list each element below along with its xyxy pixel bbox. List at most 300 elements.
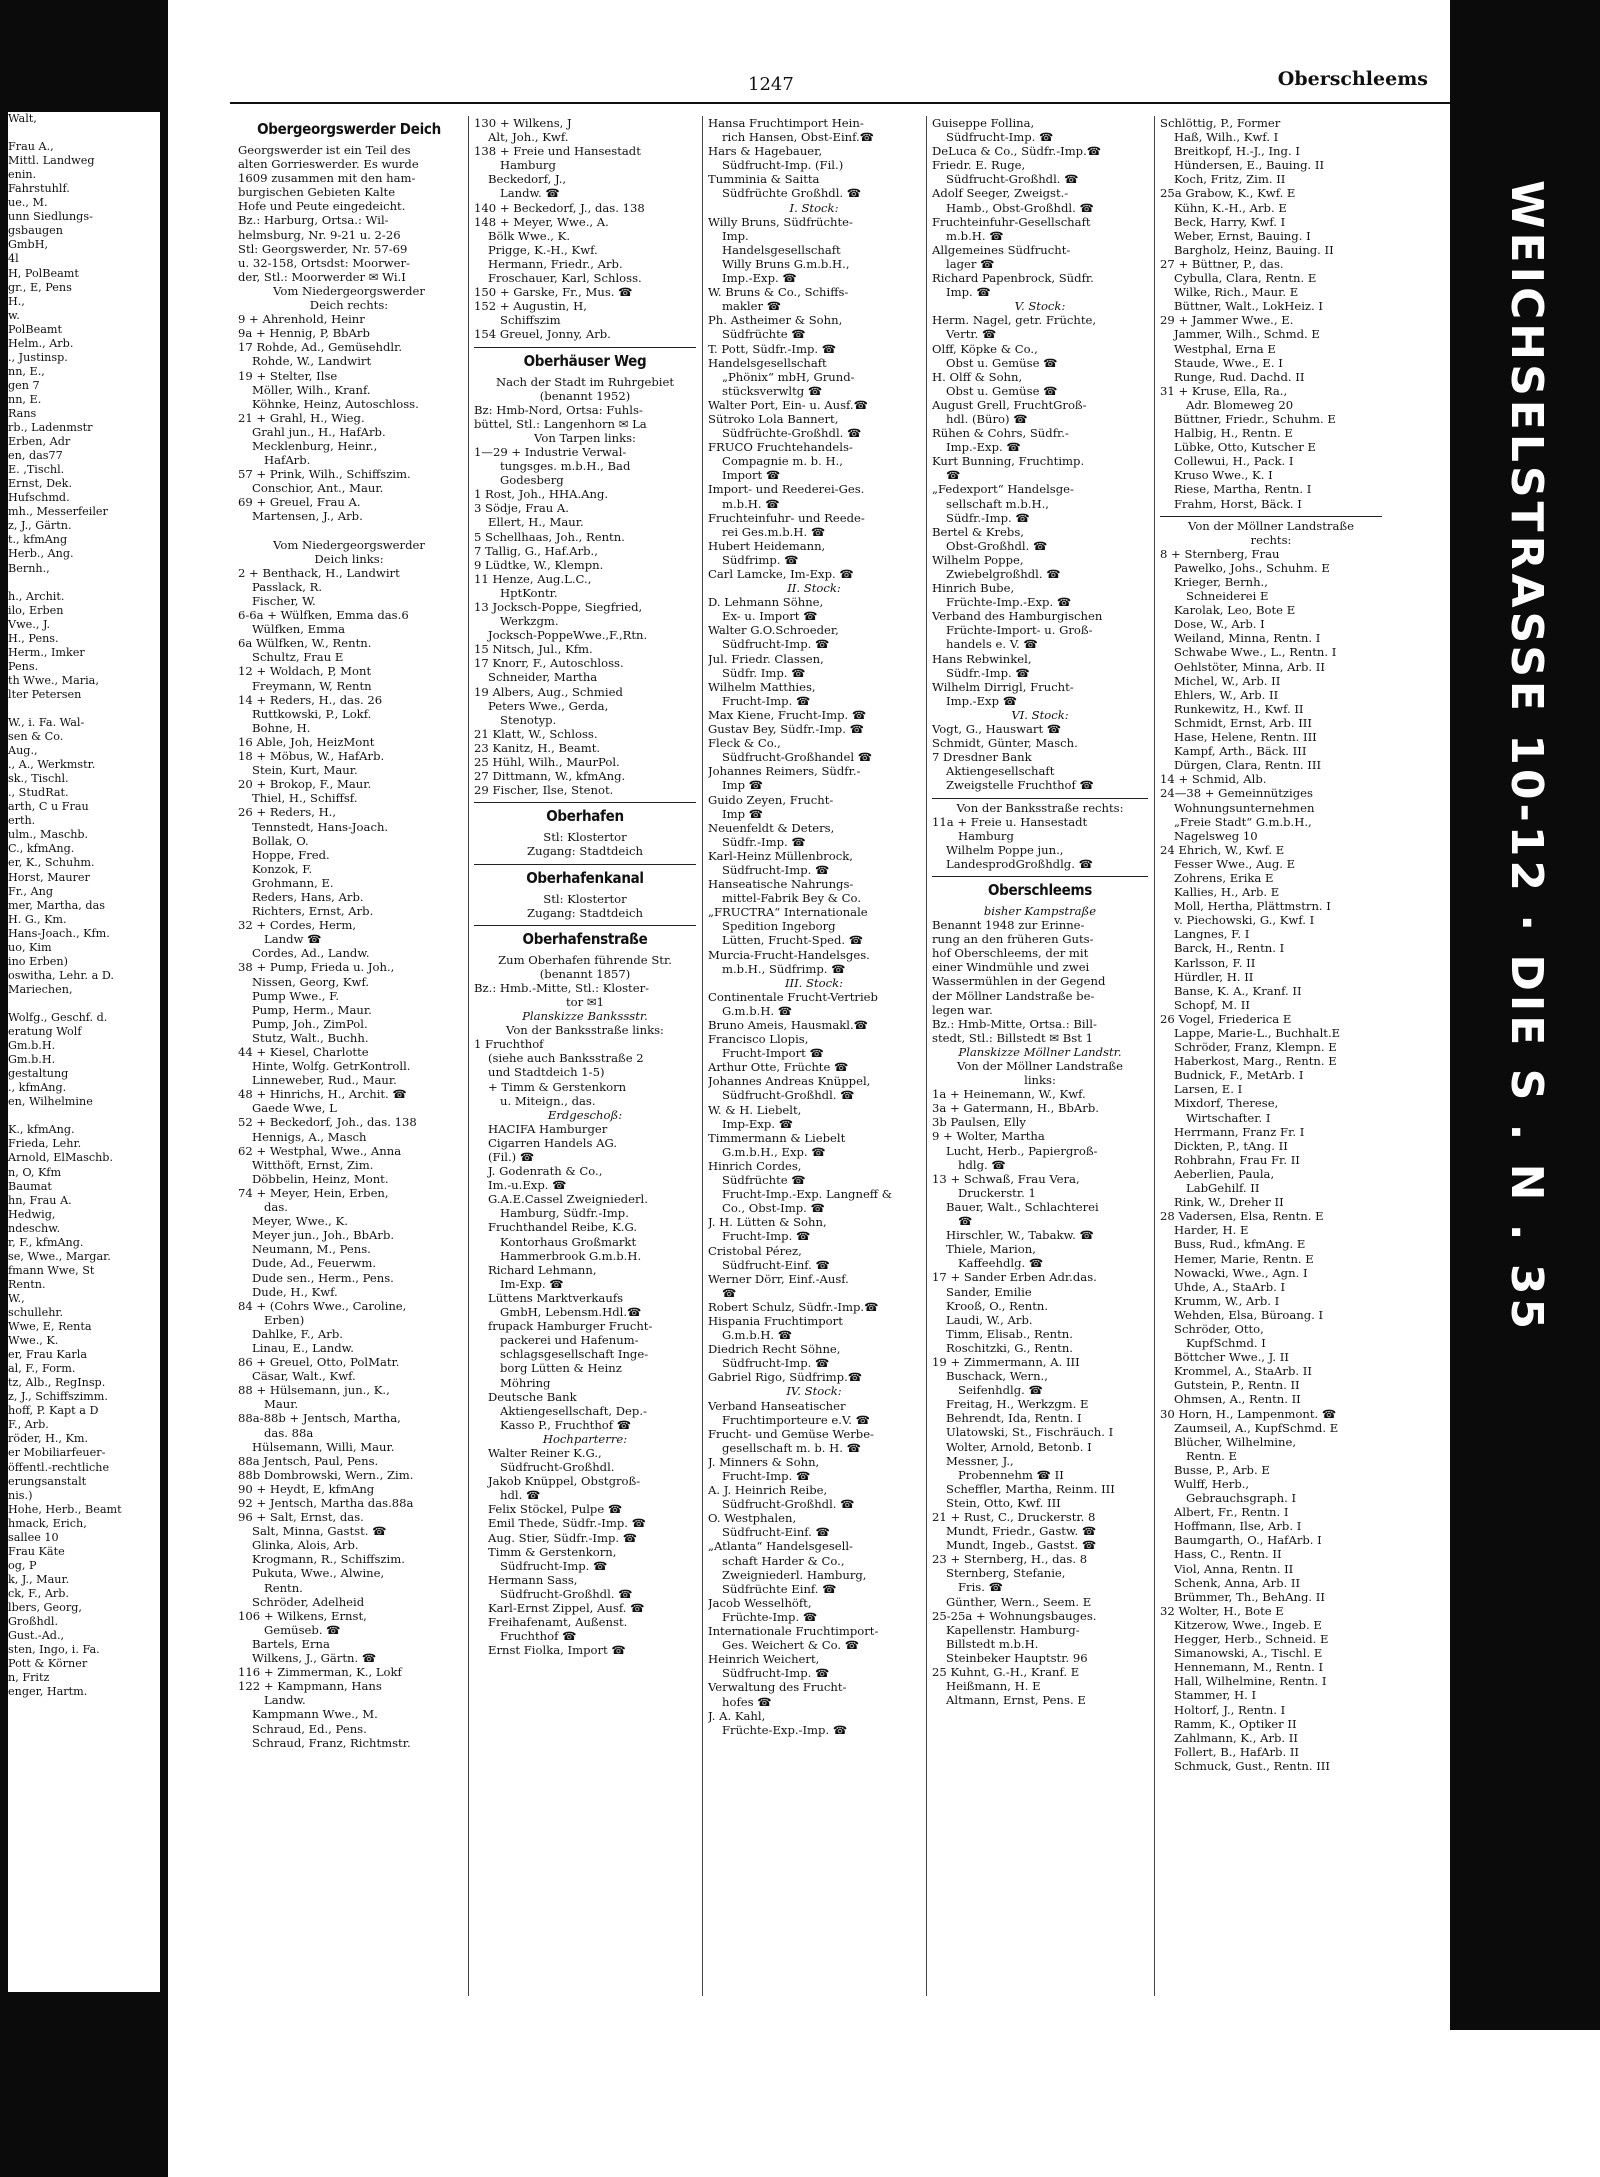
directory-entry: Mundt, Friedr., Gastw. ☎ xyxy=(946,1524,1097,1539)
directory-entry: Walter Port, Ein- u. Ausf.☎ xyxy=(708,397,869,412)
directory-entry: Adolf Seeger, Zweigst.- xyxy=(932,186,1069,201)
prev-page-line: E. ,Tischl. xyxy=(8,463,65,477)
directory-entry: Meyer, Wwe., K. xyxy=(252,1214,348,1229)
directory-entry: 3 Södje, Frau A. xyxy=(474,501,569,516)
directory-entry: Koch, Fritz, Zim. II xyxy=(1174,172,1286,187)
prev-page-line: Fahrstuhlf. xyxy=(8,182,70,196)
section-note: Von Tarpen links: xyxy=(534,430,636,445)
column-divider xyxy=(468,116,469,1996)
directory-entry: Hass, C., Rentn. II xyxy=(1174,1547,1282,1562)
directory-entry: 19 + Stelter, Ilse xyxy=(238,368,338,383)
prev-page-line: ue., M. xyxy=(8,196,48,210)
prev-page-line: Gm.b.H. xyxy=(8,1053,56,1067)
directory-entry: Continentale Frucht-Vertrieb xyxy=(708,989,878,1004)
directory-entry: burgischen Gebieten Kalte xyxy=(238,185,396,200)
directory-entry: Aktiengesellschaft, Dep.- xyxy=(500,1403,647,1418)
directory-entry: Peters Wwe., Gerda, xyxy=(488,698,609,713)
street-heading: Oberhäuser Weg xyxy=(523,351,647,370)
directory-entry: Hall, Wilhelmine, Rentn. I xyxy=(1174,1674,1327,1689)
directory-entry: (Fil.) ☎ xyxy=(488,1150,535,1164)
directory-entry: LandesprodGroßhdlg. ☎ xyxy=(946,856,1094,871)
directory-entry: Thiele, Marion, xyxy=(946,1242,1036,1257)
prev-page-line: H, PolBeamt xyxy=(8,266,79,280)
directory-entry: 3b Paulsen, Elly xyxy=(932,1115,1026,1130)
directory-entry: Kampf, Arth., Bäck. III xyxy=(1174,744,1307,759)
directory-entry: 27 Dittmann, W., kfmAng. xyxy=(474,769,626,784)
prev-page-line: ndeschw. xyxy=(8,1221,61,1235)
header-rule xyxy=(230,102,1450,104)
directory-entry: Hoppe, Fred. xyxy=(252,847,330,862)
directory-entry: Kitzerow, Wwe., Ingeb. E xyxy=(1174,1617,1322,1632)
directory-entry: Johannes Reimers, Südfr.- xyxy=(708,764,861,779)
directory-entry: 11a + Freie u. Hansestadt xyxy=(932,814,1088,829)
directory-entry: Südfr. Imp. ☎ xyxy=(722,665,806,680)
directory-entry: 88a-88b + Jentsch, Martha, xyxy=(238,1411,401,1426)
directory-entry: Haß, Wilh., Kwf. I xyxy=(1174,130,1279,145)
directory-entry: hdlg. ☎ xyxy=(958,1157,1006,1172)
prev-page-line: ., kfmAng. xyxy=(8,1081,67,1095)
directory-entry: helmsburg, Nr. 9-21 u. 2-26 xyxy=(238,227,401,242)
directory-entry: Schiffszim xyxy=(500,313,561,328)
directory-entry: Nissen, Georg, Kwf. xyxy=(252,974,370,989)
directory-entry: Pump, Herm., Maur. xyxy=(252,1002,372,1017)
directory-entry: rung an den früheren Guts- xyxy=(932,932,1094,947)
directory-entry: Compagnie m. b. H., xyxy=(722,454,843,469)
directory-entry: 2 + Benthack, H., Landwirt xyxy=(238,565,400,580)
directory-entry: 25-25a + Wohnungsbauges. xyxy=(932,1608,1097,1623)
directory-entry: Steinbeker Hauptstr. 96 xyxy=(946,1650,1088,1665)
scan-border-bottom xyxy=(0,2030,1600,2177)
directory-entry: Martensen, J., Arb. xyxy=(252,509,363,524)
prev-page-line: erungsanstalt xyxy=(8,1474,87,1488)
directory-entry: Guiseppe Follina, xyxy=(932,116,1035,130)
directory-entry: der Möllner Landstraße be- xyxy=(932,988,1095,1003)
directory-entry: lager ☎ xyxy=(946,256,995,271)
directory-entry: Cäsar, Walt., Kwf. xyxy=(252,1369,356,1384)
directory-entry: der, Stl.: Moorwerder ✉ Wi.I xyxy=(238,269,406,284)
directory-entry: 17 Rohde, Ad., Gemüsehdlr. xyxy=(238,340,403,355)
directory-entry: Tumminia & Saitta xyxy=(708,172,820,187)
directory-entry: Möhring xyxy=(500,1375,551,1390)
directory-entry: Südfr.-Imp. ☎ xyxy=(946,510,1030,525)
directory-entry: 69 + Greuel, Frau A. xyxy=(238,495,361,510)
directory-entry: Moll, Hertha, Plättmstrn. I xyxy=(1174,899,1331,914)
directory-entry: Lucht, Herb., Papiergroß- xyxy=(946,1143,1098,1158)
directory-entry: Freymann, W, Rentn xyxy=(252,678,372,693)
directory-entry: Dickten, P., tAng. II xyxy=(1174,1138,1288,1153)
directory-entry: Import ☎ xyxy=(722,468,781,483)
directory-entry: Frucht-Imp. ☎ xyxy=(722,1469,811,1483)
directory-entry: 88a Jentsch, Paul, Pens. xyxy=(238,1453,379,1468)
directory-entry: Dürgen, Clara, Rentn. III xyxy=(1174,758,1322,773)
directory-entry: Pukuta, Wwe., Alwine, xyxy=(252,1566,385,1581)
directory-entry: Tennstedt, Hans-Joach. xyxy=(252,819,389,834)
directory-entry: Günther, Wern., Seem. E xyxy=(946,1594,1092,1609)
prev-page-line: H. G., Km. xyxy=(8,912,67,926)
scan-corner xyxy=(0,2030,168,2177)
prev-page-line: uo, Kim xyxy=(8,940,52,954)
directory-entry: Karl-Ernst Zippel, Ausf. ☎ xyxy=(488,1601,645,1615)
prev-page-line: w. xyxy=(8,308,20,322)
directory-entry: Schneiderei E xyxy=(1186,589,1269,604)
prev-page-line: ., StudRat. xyxy=(8,786,69,800)
street-heading: Oberhafen xyxy=(546,807,624,826)
directory-entry: 26 + Reders, H., xyxy=(238,805,337,820)
directory-entry: Bz.: Harburg, Ortsa.: Wil- xyxy=(238,213,389,228)
directory-entry: u. 32-158, Ortsdst: Moorwer- xyxy=(238,255,410,270)
directory-entry: 84 + (Cohrs Wwe., Caroline, xyxy=(238,1298,407,1313)
directory-entry: Timm, Elisab., Rentn. xyxy=(946,1326,1073,1341)
directory-entry: 148 + Meyer, Wwe., A. xyxy=(474,214,609,229)
directory-entry: Imp.-Exp. ☎ xyxy=(722,271,797,286)
prev-page-line: er, K., Schuhm. xyxy=(8,856,95,870)
section-note: VI. Stock: xyxy=(1011,707,1069,722)
prev-page-line: hoff, P. Kapt a D xyxy=(8,1404,99,1418)
prev-page-line: Herb., Ang. xyxy=(8,547,74,561)
prev-page-line: Vwe., J. xyxy=(8,617,51,631)
prev-page-line: ino Erben) xyxy=(8,954,68,968)
directory-entry: Messner, J., xyxy=(946,1453,1014,1468)
prev-page-line: W., i. Fa. Wal- xyxy=(8,716,85,730)
directory-entry: Hinrich Cordes, xyxy=(708,1158,802,1173)
directory-entry: Oehlstöter, Minna, Arb. II xyxy=(1174,659,1325,674)
directory-entry: 57 + Prink, Wilh., Schiffszim. xyxy=(238,467,411,482)
directory-entry: Alt, Joh., Kwf. xyxy=(488,130,569,145)
directory-entry: 44 + Kiesel, Charlotte xyxy=(238,1045,369,1059)
directory-entry: Willy Bruns, Südfrüchte- xyxy=(708,214,853,229)
column-divider xyxy=(926,116,927,1996)
directory-entry: 25 Hühl, Wilh., MaurPol. xyxy=(474,755,620,770)
directory-entry: Schopf, M. II xyxy=(1174,997,1250,1012)
directory-entry: Imp ☎ xyxy=(722,806,764,821)
directory-entry: G.m.b.H., Exp. ☎ xyxy=(722,1144,826,1159)
directory-entry: Allgemeines Südfrucht- xyxy=(932,242,1071,257)
directory-entry: Fruchthof ☎ xyxy=(500,1629,577,1644)
directory-entry: Dude sen., Herm., Pens. xyxy=(252,1270,394,1285)
section-note: Deich links: xyxy=(314,551,384,566)
directory-entry: W. Bruns & Co., Schiffs- xyxy=(708,285,849,300)
directory-entry: H. Olff & Sohn, xyxy=(932,369,1023,384)
directory-entry: Linau, E., Landw. xyxy=(252,1340,354,1355)
directory-entry: 90 + Heydt, E, kfmAng xyxy=(238,1481,375,1496)
prev-page-line: ck, F., Arb. xyxy=(8,1586,69,1600)
directory-entry: Hofe und Peute eingedeicht. xyxy=(238,199,406,214)
prev-page-line: nn, E., xyxy=(8,364,45,378)
directory-entry: Wirtschafter. I xyxy=(1186,1110,1271,1125)
directory-entry: Hanseatische Nahrungs- xyxy=(708,877,854,892)
section-note: Stl: Klostertor xyxy=(543,830,627,845)
section-note: I. Stock: xyxy=(789,200,839,215)
section-rule xyxy=(474,347,696,348)
directory-entry: Behrendt, Ida, Rentn. I xyxy=(946,1411,1082,1426)
directory-entry: Gaede Wwe, L xyxy=(252,1101,337,1116)
directory-entry: G.m.b.H. ☎ xyxy=(722,1328,793,1343)
directory-entry: Carl Lamcke, Im-Exp. ☎ xyxy=(708,567,854,581)
prev-page-line: en, das77 xyxy=(8,449,63,463)
directory-entry: Südfrucht-Großhdl. xyxy=(500,1460,615,1475)
directory-entry: Fischer, W. xyxy=(252,594,316,608)
prev-page-line: z, J., Schiffszimm. xyxy=(8,1390,108,1404)
directory-entry: Gabriel Rigo, Südfrimp.☎ xyxy=(708,1370,863,1385)
directory-entry: Kurt Bunning, Fruchtimp. xyxy=(932,454,1085,469)
directory-entry: Bollak, O. xyxy=(252,833,309,848)
directory-entry: makler ☎ xyxy=(722,299,782,314)
section-rule xyxy=(932,798,1148,799)
directory-entry: Heinrich Weichert, xyxy=(708,1652,820,1667)
directory-entry: Rohbrahn, Frau Fr. II xyxy=(1174,1152,1300,1167)
directory-entry: Adr. Blomeweg 20 xyxy=(1186,397,1294,412)
directory-entry: Jul. Friedr. Classen, xyxy=(708,651,824,666)
directory-entry: Budnick, F., MetArb. I xyxy=(1174,1068,1304,1083)
directory-entry: Breitkopf, H.-J., Ing. I xyxy=(1174,144,1300,159)
directory-entry: Wilhelm Poppe, xyxy=(932,552,1024,567)
directory-entry: Guido Zeyen, Frucht- xyxy=(708,792,834,807)
prev-page-line: Bernh., xyxy=(8,561,50,575)
prev-page-line: en, Wilhelmine xyxy=(8,1095,93,1109)
directory-entry: tungsges. m.b.H., Bad xyxy=(500,459,631,474)
directory-entry: Kasso P., Fruchthof ☎ xyxy=(500,1417,632,1432)
prev-page-line xyxy=(8,1109,160,1123)
directory-entry: Gemüseb. ☎ xyxy=(264,1622,341,1637)
directory-entry: Rohde, W., Landwirt xyxy=(252,354,372,369)
directory-entry: schaft Harder & Co., xyxy=(722,1553,845,1568)
directory-entry: Rentn. E xyxy=(1186,1448,1238,1463)
prev-page-line: ., A., Werkmstr. xyxy=(8,758,96,772)
directory-entry: Murcia-Frucht-Handelsges. xyxy=(708,947,870,962)
prev-page-line: Wwe, E, Renta xyxy=(8,1320,92,1334)
directory-entry: Im.-u.Exp. ☎ xyxy=(488,1178,567,1193)
directory-entry: Frucht-Import ☎ xyxy=(722,1046,824,1061)
directory-entry: Hans Rebwinkel, xyxy=(932,651,1032,666)
directory-entry: Hansa Fruchtimport Hein- xyxy=(708,116,864,130)
directory-entry: borg Lütten & Heinz xyxy=(500,1361,622,1376)
directory-entry: Im-Exp. ☎ xyxy=(500,1276,564,1291)
directory-entry: Südfrucht-Einf. ☎ xyxy=(722,1257,830,1272)
directory-entry: Hamburg, Südfr.-Imp. xyxy=(500,1206,629,1221)
section-note: Nach der Stadt im Ruhrgebiet xyxy=(495,374,675,389)
directory-entry: Wilhelm Matthies, xyxy=(708,679,816,694)
prev-page-line: gen 7 xyxy=(8,378,40,392)
directory-entry: 140 + Beckedorf, J., das. 138 xyxy=(474,200,645,215)
directory-entry: Südfrucht-Imp. ☎ xyxy=(722,637,830,652)
prev-page-line: H., Pens. xyxy=(8,631,59,645)
directory-entry: Roschitzki, G., Rentn. xyxy=(946,1340,1073,1355)
directory-entry: 9 + Wolter, Martha xyxy=(932,1129,1045,1144)
directory-entry: Buss, Rud., kfmAng. E xyxy=(1174,1237,1306,1252)
directory-entry: Mundt, Ingeb., Gastst. ☎ xyxy=(946,1538,1097,1553)
prev-page-line: n, Fritz xyxy=(8,1671,50,1685)
directory-entry: (siehe auch Banksstraße 2 xyxy=(488,1051,644,1066)
prev-page-line: Frau A., xyxy=(8,140,54,154)
directory-entry: 16 Able, Joh, HeizMont xyxy=(238,734,375,749)
directory-entry: mittel-Fabrik Bey & Co. xyxy=(722,891,862,906)
directory-entry: gesellschaft m. b. H. ☎ xyxy=(722,1440,862,1455)
directory-entry: HACIFA Hamburger xyxy=(488,1121,608,1136)
directory-entry: Schmidt, Ernst, Arb. III xyxy=(1174,715,1312,730)
directory-entry: Wilke, Rich., Maur. E xyxy=(1174,285,1299,300)
directory-entry: Hündersen, E., Bauing. II xyxy=(1174,158,1325,173)
directory-entry: Glinka, Alois, Arb. xyxy=(252,1538,359,1553)
directory-entry: W. & H. Liebelt, xyxy=(708,1102,802,1117)
directory-entry: Arthur Otte, Früchte ☎ xyxy=(708,1060,849,1075)
section-rule xyxy=(474,802,696,803)
directory-entry: Probennehm ☎ II xyxy=(958,1467,1064,1482)
directory-entry: handels e. V. ☎ xyxy=(946,637,1038,652)
street-heading: Oberschleems xyxy=(987,880,1092,899)
directory-entry: Ruttkowski, P., Lokf. xyxy=(252,706,372,721)
prev-page-line: GmbH, xyxy=(8,238,49,252)
section-note: rechts: xyxy=(1250,532,1292,547)
prev-page-line xyxy=(8,702,160,716)
directory-entry: Frucht-Imp. ☎ xyxy=(722,693,811,708)
directory-entry: einer Windmühle und zwei xyxy=(932,960,1090,975)
directory-entry: „Freie Stadt“ G.m.b.H., xyxy=(1174,814,1312,829)
directory-entry: Emil Thede, Südfr.-Imp. ☎ xyxy=(488,1516,647,1531)
directory-entry: Stein, Otto, Kwf. III xyxy=(946,1495,1061,1510)
directory-entry: Landw. ☎ xyxy=(500,186,560,201)
directory-entry: Schmuck, Gust., Rentn. III xyxy=(1174,1758,1330,1773)
directory-entry: Dude, Ad., Feuerwm. xyxy=(252,1256,377,1271)
directory-entry: Thiel, H., Schiffsf. xyxy=(252,791,358,806)
directory-column-2 xyxy=(474,116,696,2016)
directory-entry: Georgswerder ist ein Teil des xyxy=(238,143,411,157)
directory-entry: Bz: Hmb-Nord, Ortsa: Fuhls- xyxy=(474,402,643,417)
directory-entry: Neuenfeldt & Deters, xyxy=(708,820,835,835)
prev-page-line: Frieda, Lehr. xyxy=(8,1137,82,1151)
prev-page-line: hmack, Erich, xyxy=(8,1516,87,1530)
prev-page-line: k, J., Maur. xyxy=(8,1572,70,1586)
section-note: tor ✉1 xyxy=(566,994,604,1009)
prev-page-line: Gust.-Ad., xyxy=(8,1629,65,1643)
prev-page-line: Wwe., K. xyxy=(8,1334,59,1348)
directory-entry: Schröder, Otto, xyxy=(1174,1321,1264,1336)
section-note: Planskizze Bankssstr. xyxy=(522,1009,648,1024)
directory-entry: Südfrüchte-Großhdl. ☎ xyxy=(722,426,862,441)
directory-entry: J. A. Kahl, xyxy=(708,1708,766,1723)
directory-entry: Fleck & Co., xyxy=(708,736,781,751)
directory-entry: Südfrucht-Imp. (Fil.) xyxy=(722,158,844,173)
prev-page-line: rb., Ladenmstr xyxy=(8,421,93,435)
prev-page-line: Erben, Adr xyxy=(8,435,71,449)
directory-entry: Scheffler, Martha, Reinm. III xyxy=(946,1481,1115,1496)
prev-page-line: th Wwe., Maria, xyxy=(8,673,99,687)
directory-entry: 31 + Kruse, Ella, Ra., xyxy=(1160,383,1288,398)
directory-entry: Felix Stöckel, Pulpe ☎ xyxy=(488,1502,623,1517)
directory-entry: Landw. xyxy=(264,1693,306,1708)
directory-entry: Imp.-Exp ☎ xyxy=(946,693,1018,708)
directory-entry: das. xyxy=(264,1200,288,1215)
prev-page-line: Gm.b.H. xyxy=(8,1039,56,1053)
directory-entry: Karolak, Leo, Bote E xyxy=(1174,603,1296,618)
directory-entry: Walter Reiner K.G., xyxy=(488,1445,602,1460)
directory-entry: Ges. Weichert & Co. ☎ xyxy=(722,1638,860,1653)
directory-entry: 27 + Büttner, P., das. xyxy=(1160,256,1284,271)
directory-entry: Südfr.-Imp. ☎ xyxy=(946,665,1030,680)
section-note: bisher Kampstraße xyxy=(983,903,1097,918)
directory-entry: Hemer, Marie, Rentn. E xyxy=(1174,1251,1314,1266)
directory-entry: Obst u. Gemüse ☎ xyxy=(946,383,1058,398)
prev-page-line: gsbaugen xyxy=(8,224,63,238)
directory-entry: Konzok, F. xyxy=(252,861,313,876)
directory-entry: hof Oberschleems, der mit xyxy=(932,946,1089,961)
directory-entry: Karl-Heinz Müllenbrock, xyxy=(708,848,853,863)
directory-entry: Sander, Emilie xyxy=(946,1284,1032,1299)
directory-entry: Krieger, Bernh., xyxy=(1174,575,1268,589)
directory-entry: Sternberg, Stefanie, xyxy=(946,1566,1066,1581)
directory-entry: 18 + Möbus, W., HafArb. xyxy=(238,749,385,764)
prev-page-line: erth. xyxy=(8,814,36,828)
directory-entry: DeLuca & Co., Südfr.-Imp.☎ xyxy=(932,144,1102,159)
section-note: Erdgeschoß: xyxy=(547,1107,623,1122)
prev-page-line: Baumat xyxy=(8,1179,52,1193)
prev-page-line: lbers, Georg, xyxy=(8,1600,82,1614)
directory-entry: Verband Hanseatischer xyxy=(708,1398,846,1413)
directory-entry: Obst-Großhdl. ☎ xyxy=(946,538,1048,553)
spine-stamp-text: WEICHSELSTRASSE 10-12 · DIE S . N . 35 xyxy=(1501,180,1552,1334)
prev-page-line: fmann Wwe, St xyxy=(8,1263,95,1277)
directory-entry: Hirschler, W., Tabakw. ☎ xyxy=(946,1228,1094,1243)
prev-page-line: er Mobiliarfeuer- xyxy=(8,1446,106,1460)
directory-entry: Hars & Hagebauer, xyxy=(708,144,823,159)
directory-entry: Hammerbrook G.m.b.H. xyxy=(500,1248,642,1263)
directory-entry: Wilhelm Poppe jun., xyxy=(946,842,1064,857)
directory-entry: Banse, K. A., Kranf. II xyxy=(1174,983,1302,998)
section-note: Hochparterre: xyxy=(542,1431,628,1446)
directory-entry: Lütten, Frucht-Sped. ☎ xyxy=(722,933,864,948)
directory-entry: 5 Schellhaas, Joh., Rentn. xyxy=(474,529,625,544)
directory-entry: 21 Klatt, W., Schloss. xyxy=(474,726,598,741)
directory-entry: Laudi, W., Arb. xyxy=(946,1312,1033,1327)
directory-entry: Ellert, H., Maur. xyxy=(488,515,584,530)
prev-page-line: Hohe, Herb., Beamt xyxy=(8,1502,122,1516)
directory-entry: Hase, Helene, Rentn. III xyxy=(1174,730,1317,745)
directory-entry: Wilhelm Dirrigl, Frucht- xyxy=(932,679,1074,694)
directory-entry: Max Kiene, Frucht-Imp. ☎ xyxy=(708,707,867,722)
directory-entry: 21 + Rust, C., Druckerstr. 8 xyxy=(932,1510,1096,1524)
directory-entry: Bargholz, Heinz, Bauing. II xyxy=(1174,242,1334,257)
directory-entry: 138 + Freie und Hansestadt xyxy=(474,144,641,159)
directory-entry: Freihafenamt, Außenst. xyxy=(488,1615,628,1630)
directory-entry: G.A.E.Cassel Zweigniederl. xyxy=(488,1192,648,1207)
directory-entry: Fruchthandel Reibe, K.G. xyxy=(488,1220,638,1235)
directory-entry: Stammer, H. I xyxy=(1174,1688,1257,1703)
directory-entry: Kallies, H., Arb. E xyxy=(1174,885,1280,900)
prev-page-line: Helm., Arb. xyxy=(8,336,74,350)
directory-entry: Holtorf, J., Rentn. I xyxy=(1174,1702,1286,1717)
directory-entry: Südfrucht-Imp. ☎ xyxy=(500,1558,608,1573)
directory-entry: Zweigniederl. Hamburg, xyxy=(722,1567,867,1582)
prev-page-line: W., xyxy=(8,1291,25,1305)
directory-entry: Südfrucht-Großhdl. ☎ xyxy=(722,1088,855,1103)
prev-page-line: Walt, xyxy=(8,112,37,125)
directory-entry: Vogt, G., Hauswart ☎ xyxy=(932,722,1062,737)
directory-entry: sellschaft m.b.H., xyxy=(946,496,1049,511)
section-note: V. Stock: xyxy=(1014,299,1066,314)
directory-entry: Cybulla, Clara, Rentn. E xyxy=(1174,271,1317,286)
directory-entry: v. Piechowski, G., Kwf. I xyxy=(1174,913,1315,928)
section-note: (benannt 1952) xyxy=(539,388,631,403)
directory-entry: Schenk, Anna, Arb. II xyxy=(1174,1575,1301,1590)
directory-entry: 7 Dresdner Bank xyxy=(932,750,1032,765)
directory-entry: Stenotyp. xyxy=(500,712,557,727)
directory-entry: Hinte, Wolfg. GetrKontroll. xyxy=(252,1059,411,1074)
directory-entry: Ohmsen, A., Rentn. II xyxy=(1174,1392,1301,1407)
directory-entry: Neumann, M., Pens. xyxy=(252,1242,371,1257)
directory-entry: Sütroko Lola Bannert, xyxy=(708,411,839,426)
directory-entry: Brümmer, Th., BehAng. II xyxy=(1174,1589,1325,1604)
directory-entry: Imp ☎ xyxy=(722,778,764,793)
prev-page-line xyxy=(8,997,160,1011)
